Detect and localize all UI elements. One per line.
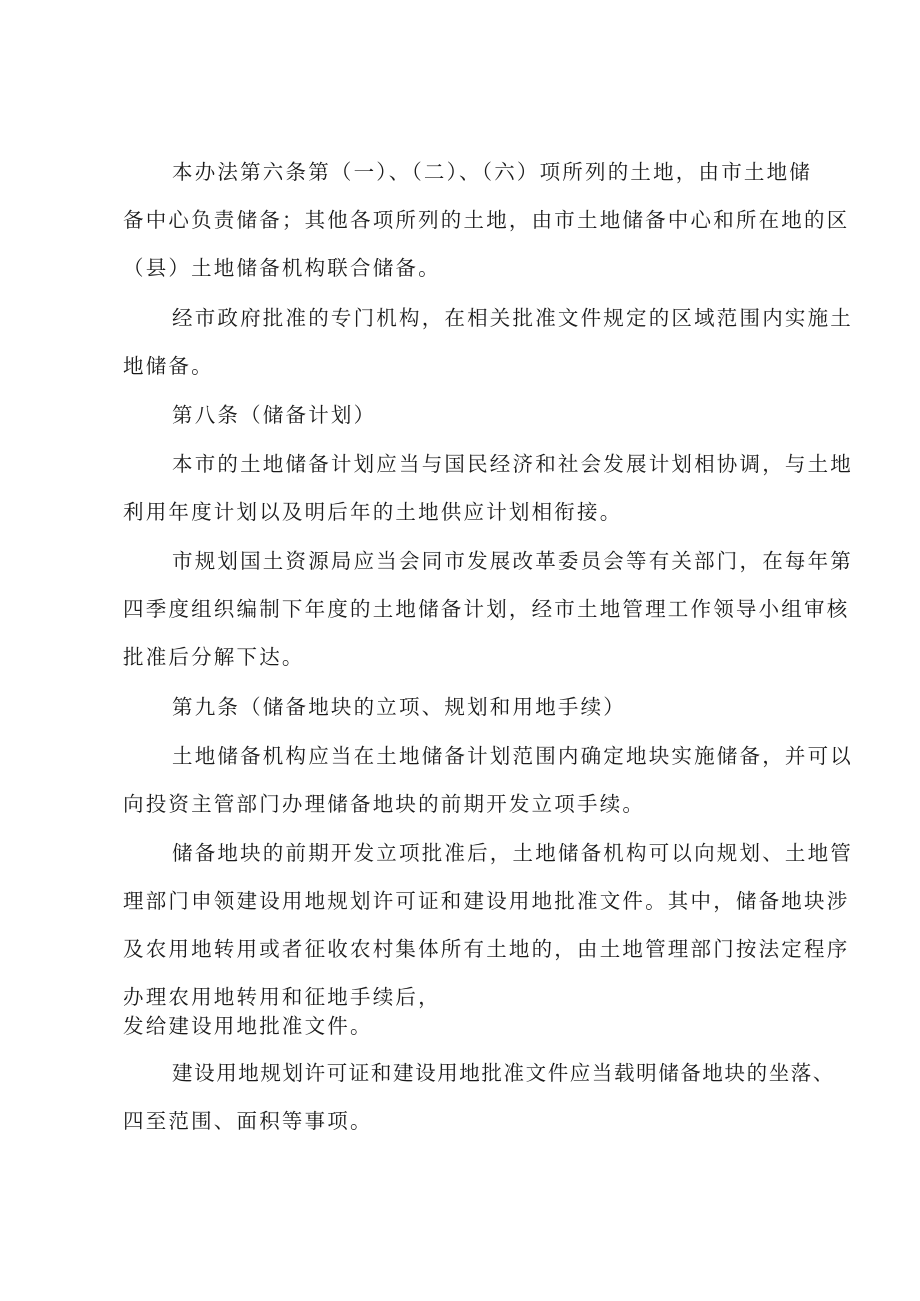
paragraph-line: 本市的土地储备计划应当与国民经济和社会发展计划相协调，与土地 <box>172 452 853 476</box>
paragraph-line: 本办法第六条第（一）、（二）、（六）项所列的土地，由市土地储 <box>172 160 812 184</box>
paragraph-line: 备中心负责储备；其他各项所列的土地，由市土地储备中心和所在地的区 <box>123 208 850 232</box>
paragraph-line: 四季度组织编制下年度的土地储备计划，经市土地管理工作领导小组审核 <box>123 597 850 621</box>
paragraph-line: 发给建设用地批准文件。 <box>123 1014 373 1038</box>
paragraph-line: 土地储备机构应当在土地储备计划范围内确定地块实施储备，并可以 <box>172 744 853 768</box>
paragraph-line: 储备地块的前期开发立项批准后，土地储备机构可以向规划、土地管 <box>172 841 853 865</box>
paragraph-line: 办理农用地转用和征地手续后， <box>123 985 441 1009</box>
paragraph-line: 批准后分解下达。 <box>123 645 305 669</box>
paragraph-line: 市规划国土资源局应当会同市发展改革委员会等有关部门，在每年第 <box>172 549 853 573</box>
article-heading: 第九条（储备地块的立项、规划和用地手续） <box>172 695 626 719</box>
paragraph-line: （县）土地储备机构联合储备。 <box>123 256 441 280</box>
article-heading: 第八条（储备计划） <box>172 403 377 427</box>
paragraph-line: 理部门申领建设用地规划许可证和建设用地批准文件。其中，储备地块涉 <box>123 889 850 913</box>
paragraph-line: 向投资主管部门办理储备地块的前期开发立项手续。 <box>123 792 646 816</box>
paragraph-line: 经市政府批准的专门机构，在相关批准文件规定的区域范围内实施土 <box>172 306 853 330</box>
paragraph-line: 建设用地规划许可证和建设用地批准文件应当载明储备地块的坐落、 <box>172 1061 835 1085</box>
paragraph-line: 利用年度计划以及明后年的土地供应计划相衔接。 <box>123 500 623 524</box>
paragraph-line: 四至范围、面积等事项。 <box>123 1109 373 1133</box>
paragraph-line: 地储备。 <box>123 354 214 378</box>
paragraph-line: 及农用地转用或者征收农村集体所有土地的，由土地管理部门按法定程序 <box>123 937 850 961</box>
